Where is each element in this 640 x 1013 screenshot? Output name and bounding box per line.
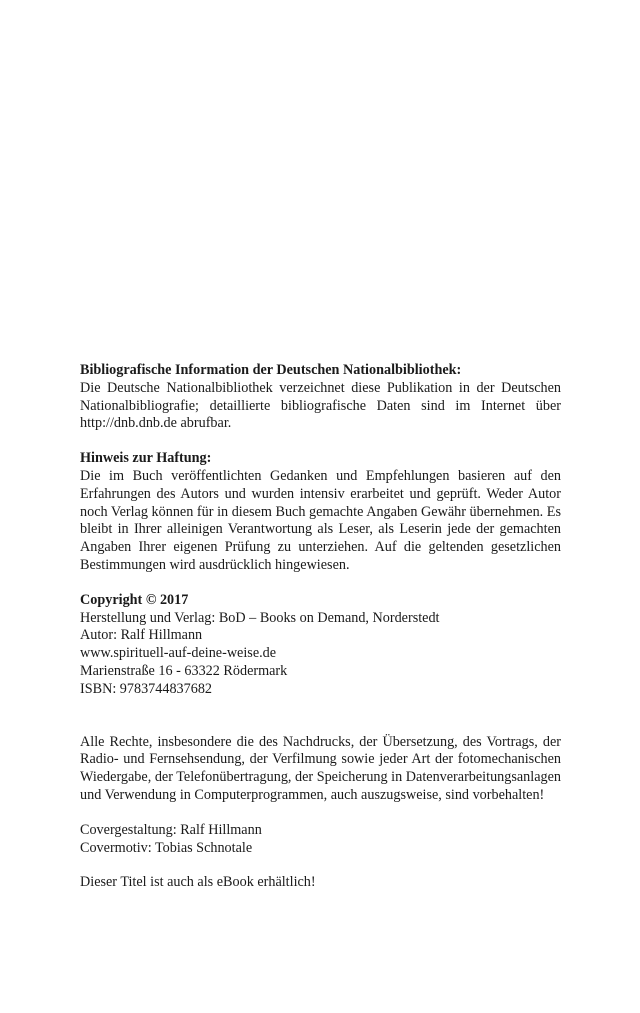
author-line: Autor: Ralf Hillmann — [80, 627, 203, 644]
ebook-note: Dieser Titel ist auch als eBook erhältlich! — [80, 874, 316, 891]
liability-section — [80, 450, 561, 575]
rights-section — [80, 734, 561, 805]
cover-credits — [80, 822, 561, 858]
bibliography-text: Die Deutsche Nationalbibliothek verzeichnet diese Publikation in der Deutschen Nationalbibliografie; detaillierte bibliografische Daten sind im Internet über http://dnb.dnb.de abrufbar. — [80, 379, 561, 432]
copyright-section — [80, 592, 561, 699]
cover-motif-line: Covermotiv: Tobias Schnotale — [80, 839, 253, 856]
website-line: www.spirituell-auf-deine-weise.de — [80, 645, 277, 662]
address-line: Marienstraße 16 - 63322 Rödermark — [80, 662, 288, 679]
publisher-line: Herstellung und Verlag: BoD – Books on Demand, Norderstedt — [80, 609, 440, 626]
liability-text: Die im Buch veröffentlichten Gedanken und Empfehlungen basieren auf den Erfahrungen des Autors und wurden intensiv erarbeitet und geprüft. Weder Autor noch Verlag können für in diesem Buch gemachte Angaben Gewähr übernehmen. Es bleibt in Ihrer alleinigen Verantwortung als Leser, als Leserin jede der gemachten Angaben Ihrer eigenen Prüfung zu unterziehen. Auf die geltenden gesetzlichen Bestimmungen wird ausdrücklich hingewiesen. — [80, 467, 561, 573]
liability-heading: Hinweis zur Haftung: — [80, 450, 212, 467]
isbn-line: ISBN: 9783744837682 — [80, 680, 213, 697]
cover-design-line: Covergestaltung: Ralf Hillmann — [80, 821, 262, 838]
bibliography-section — [80, 362, 561, 433]
copyright-heading: Copyright © 2017 — [80, 591, 189, 608]
imprint-page — [80, 362, 561, 892]
bibliography-heading: Bibliografische Information der Deutschen Nationalbibliothek: — [80, 362, 462, 378]
rights-text: Alle Rechte, insbesondere die des Nachdrucks, der Übersetzung, des Vortrags, der Radio- und Fernsehsendung, der Verfilmung sowie jeder Art der fotomechanischen Wiedergabe, der Telefonübertragung, der Speicherung in Datenverarbeitungsanlagen und Verwendung in Computerprogrammen, auch auszugsweise, sind vorbehalten! — [80, 733, 561, 803]
